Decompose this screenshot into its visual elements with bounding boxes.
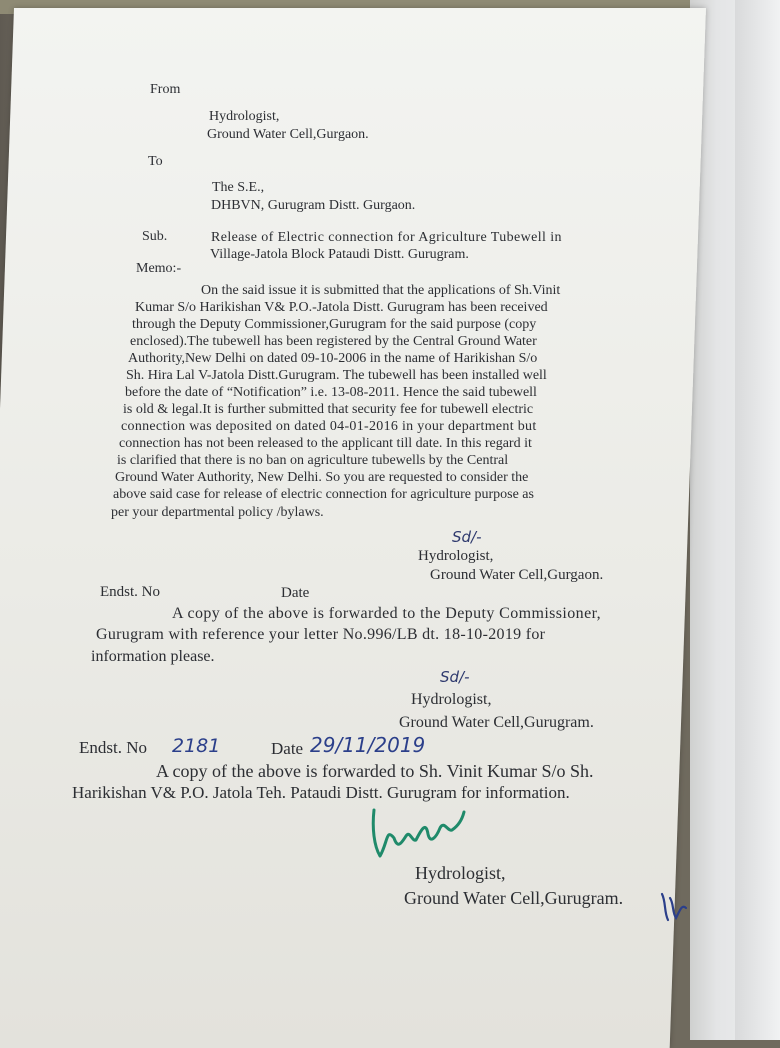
endst1-date-label: Date (281, 585, 310, 601)
body-line: per your departmental policy /bylaws. (111, 505, 324, 520)
endst2-date-value: 29/11/2019 (310, 733, 426, 757)
endst1-line3: information please. (91, 648, 215, 665)
from-label: From (150, 82, 181, 97)
body-line: connection was deposited on dated 04-01-2016 in your department but (121, 419, 537, 434)
body-line: before the date of “Notification” i.e. 13-08-2011. Hence the said tubewell (125, 385, 537, 400)
body-line: Kumar S/o Harikishan V& P.O.-Jatola Distt. Gurugram has been received (135, 300, 548, 315)
endst2-line1: A copy of the above is forwarded to Sh. Vinit Kumar S/o Sh. (156, 761, 594, 781)
endst2-label: Endst. No (79, 738, 147, 757)
body-line: connection has not been released to the applicant till date. In this regard it (119, 436, 532, 451)
signoff1-line2: Ground Water Cell,Gurgaon. (430, 567, 604, 583)
endst1-sign-line2: Ground Water Cell,Gurugram. (399, 714, 594, 731)
subject-line2: Village-Jatola Block Pataudi Distt. Gurugram. (210, 247, 469, 262)
from-line2: Ground Water Cell,Gurgaon. (207, 127, 369, 142)
endst2-date-label: Date (271, 739, 304, 758)
body-line: is clarified that there is no ban on agriculture tubewells by the Central (117, 453, 509, 468)
signoff1-line1: Hydrologist, (418, 548, 494, 564)
endst2-number: 2181 (172, 735, 221, 757)
endst1-label: Endst. No (100, 584, 160, 600)
subject-label: Sub. (142, 229, 168, 244)
subject-line1: Release of Electric connection for Agriculture Tubewell in (211, 230, 562, 245)
body-line: Ground Water Authority, New Delhi. So you are requested to consider the (115, 470, 529, 485)
endst1-line1: A copy of the above is forwarded to the Deputy Commissioner, (172, 605, 602, 622)
endst2-sign-line1: Hydrologist, (415, 863, 506, 883)
body-line: On the said issue it is submitted that the applications of Sh.Vinit (201, 283, 561, 298)
endst2-sign-line2: Ground Water Cell,Gurugram. (404, 888, 624, 908)
body-line: through the Deputy Commissioner,Gurugram for the said purpose (copy (132, 317, 537, 332)
body-line: is old & legal.It is further submitted that security fee for tubewell electric (123, 402, 534, 417)
to-line1: The S.E., (212, 180, 265, 195)
body-line: Sh. Hira Lal V-Jatola Distt.Gurugram. The tubewell has been installed well (126, 368, 547, 383)
to-label: To (148, 154, 163, 169)
endst2-line2: Harikishan V& P.O. Jatola Teh. Pataudi Distt. Gurugram for information. (72, 783, 570, 802)
endst1-sign-line1: Hydrologist, (411, 691, 492, 708)
background-right-sheet-2 (735, 0, 780, 1040)
memo-label: Memo:- (136, 261, 182, 276)
from-line1: Hydrologist, (209, 109, 280, 124)
body-line: enclosed).The tubewell has been registered by the Central Ground Water (130, 334, 537, 349)
to-line2: DHBVN, Gurugram Distt. Gurgaon. (211, 198, 416, 213)
endst1-line2: Gurugram with reference your letter No.996/LB dt. 18-10-2019 for (96, 626, 546, 643)
endst1-sd: Sd/- (440, 668, 470, 686)
initials-mark (656, 888, 690, 928)
signoff1-sd: Sd/- (452, 528, 482, 546)
body-line: above said case for release of electric connection for agriculture purpose as (113, 487, 534, 502)
signature-green (366, 798, 476, 868)
body-line: Authority,New Delhi on dated 09-10-2006 in the name of Harikishan S/o (128, 351, 538, 366)
